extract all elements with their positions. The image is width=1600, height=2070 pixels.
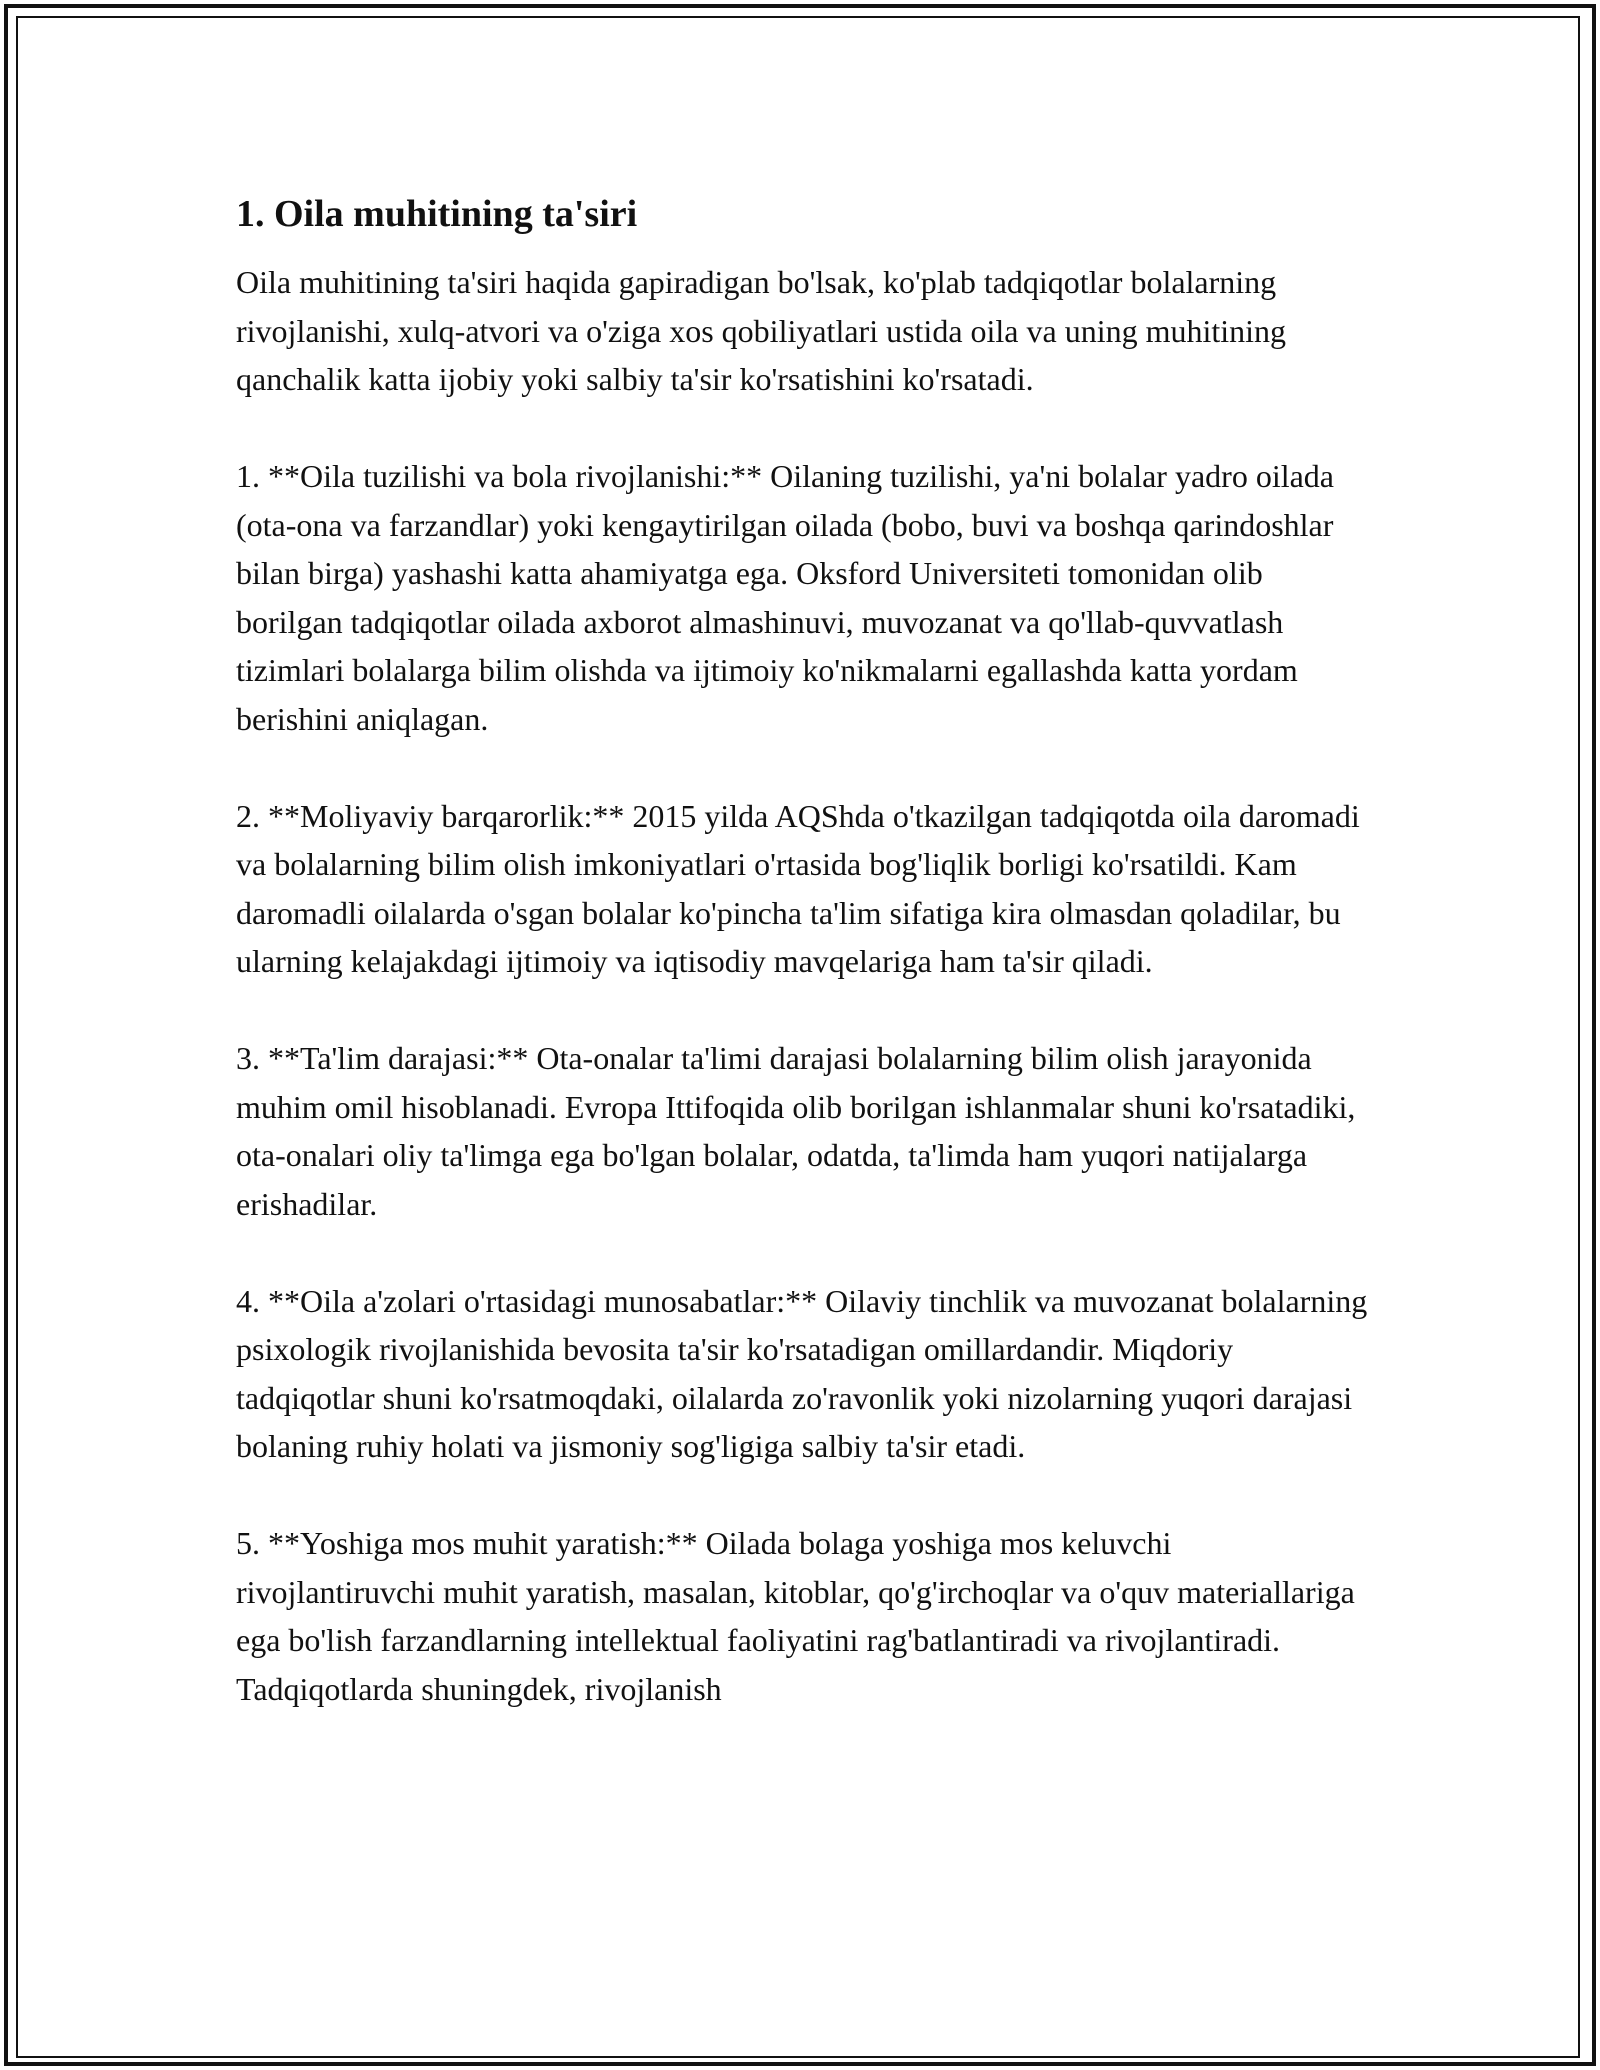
- paragraph-family-structure: 1. **Oila tuzilishi va bola rivojlanishi:** Oilaning tuzilishi, ya'ni bolalar yadro oilada (ota-ona va farzandlar) yoki kengaytirilgan oilada (bobo, buvi va boshqa qarindoshlar bilan birga) yashashi katta ahamiyatga ega. Oksford Universiteti tomonidan olib borilgan tadqiqotlar oilada axborot almashinuvi, muvozanat va qo'llab-quvvatlash tizimlari bolalarga bilim olishda va ijtimoiy ko'nikmalarni egallashda katta yordam berishini aniqlagan.: [236, 458, 1334, 737]
- paragraph-age-appropriate-environment: 5. **Yoshiga mos muhit yaratish:** Oilada bolaga yoshiga mos keluvchi rivojlantiruvchi muhit yaratish, masalan, kitoblar, qo'g'irchoqlar va o'quv materiallariga ega bo'lish farzandlarning intellektual faoliyatini rag'batlantiradi va rivojlantiradi. Tadqiqotlarda shuningdek, rivojlanish: [236, 1525, 1355, 1707]
- section-heading: 1. Oila muhitining ta'siri: [236, 193, 638, 235]
- document-body: [236, 188, 1376, 1713]
- intro-paragraph: Oila muhitining ta'siri haqida gapiradigan bo'lsak, ko'plab tadqiqotlar bolalarning rivojlanishi, xulq-atvori va o'ziga xos qobiliyatlari ustida oila va uning muhitining qanchalik katta ijobiy yoki salbiy ta'sir ko'rsatishini ko'rsatadi.: [236, 264, 1287, 397]
- paragraph-financial-stability: 2. **Moliyaviy barqarorlik:** 2015 yilda AQShda o'tkazilgan tadqiqotda oila daromadi va bolalarning bilim olish imkoniyatlari o'rtasida bog'liqlik borligi ko'rsatildi. Kam daromadli oilalarda o'sgan bolalar ko'pincha ta'lim sifatiga kira olmasdan qoladilar, bu ularning kelajakdagi ijtimoiy va iqtisodiy mavqelariga ham ta'sir qiladi.: [236, 797, 1360, 979]
- paragraph-family-relations: 4. **Oila a'zolari o'rtasidagi munosabatlar:** Oilaviy tinchlik va muvozanat bolalarning psixologik rivojlanishida bevosita ta'sir ko'rsatadigan omillardandir. Miqdoriy tadqiqotlar shuni ko'rsatmoqdaki, oilalarda zo'ravonlik yoki nizolarning yuqori darajasi bolaning ruhiy holati va jismoniy sog'ligiga salbiy ta'sir etadi.: [236, 1282, 1368, 1464]
- paragraph-education-level: 3. **Ta'lim darajasi:** Ota-onalar ta'limi darajasi bolalarning bilim olish jarayonida muhim omil hisoblanadi. Evropa Ittifoqida olib borilgan ishlanmalar shuni ko'rsatadiki, ota-onalari oliy ta'limga ega bo'lgan bolalar, odatda, ta'limda ham yuqori natijalarga erishadilar.: [236, 1040, 1356, 1222]
